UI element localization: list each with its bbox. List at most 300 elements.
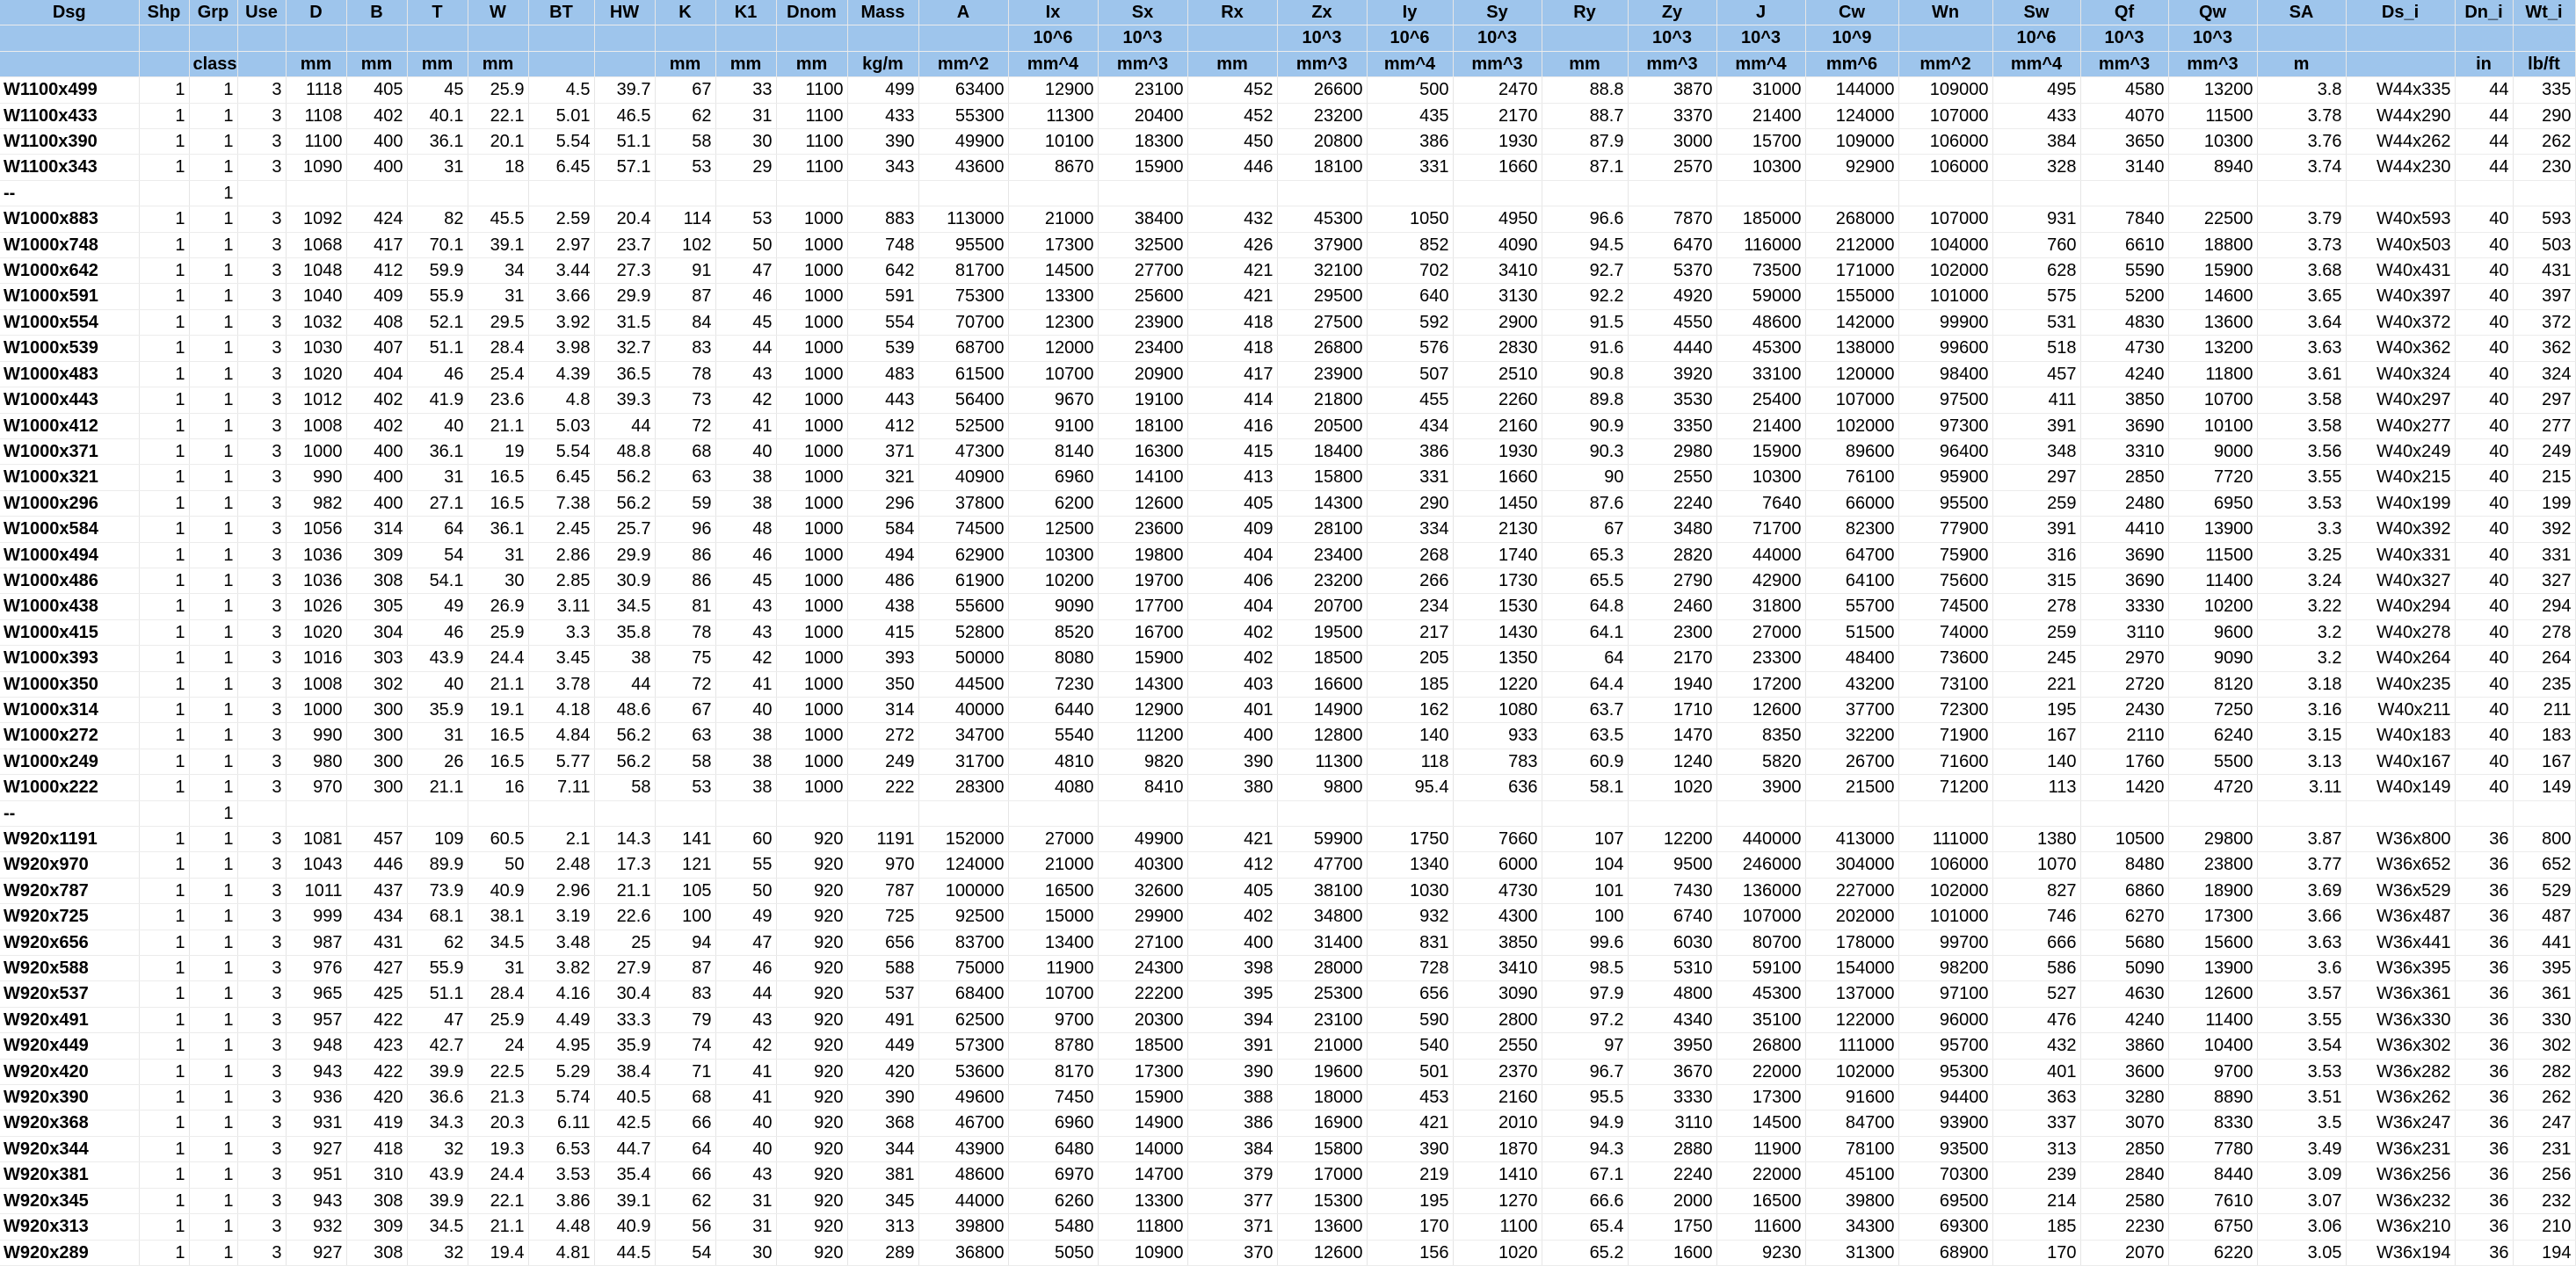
table-cell[interactable]: 314 [346, 517, 407, 542]
table-cell[interactable]: 2260 [1453, 387, 1542, 413]
table-cell[interactable]: 1 [189, 1033, 237, 1059]
table-cell[interactable]: 5.54 [528, 129, 594, 155]
table-cell[interactable]: 34.5 [468, 930, 528, 955]
table-cell[interactable]: 89.9 [407, 852, 468, 878]
table-cell[interactable]: 102000 [1898, 878, 1992, 903]
table-cell[interactable]: 1000 [776, 465, 847, 490]
designation-cell[interactable]: W920x420 [0, 1059, 139, 1084]
table-cell[interactable]: 936 [286, 1085, 346, 1110]
table-cell[interactable]: 73100 [1898, 671, 1992, 697]
table-cell[interactable]: 852 [1367, 232, 1453, 257]
table-cell[interactable]: 31400 [1277, 930, 1367, 955]
table-cell[interactable]: 28000 [1277, 956, 1367, 981]
table-cell[interactable]: 92.7 [1542, 258, 1628, 284]
table-cell[interactable]: 1000 [776, 309, 847, 335]
table-cell[interactable]: 74500 [918, 517, 1008, 542]
table-cell[interactable]: 72 [655, 413, 715, 438]
table-cell[interactable]: W40x297 [2346, 387, 2455, 413]
table-cell[interactable]: 70700 [918, 309, 1008, 335]
table-cell[interactable]: 22.5 [468, 1059, 528, 1084]
table-cell[interactable]: 1 [139, 723, 189, 749]
table-cell[interactable]: 64.8 [1542, 594, 1628, 619]
table-cell[interactable]: 36 [2455, 1059, 2513, 1084]
table-cell[interactable]: 29800 [2168, 827, 2257, 852]
table-cell[interactable]: 8440 [2168, 1162, 2257, 1188]
table-cell[interactable]: 455 [1367, 387, 1453, 413]
table-cell[interactable]: 920 [776, 1214, 847, 1240]
table-cell[interactable]: 990 [286, 465, 346, 490]
table-cell[interactable]: 3 [237, 723, 286, 749]
table-cell[interactable]: 1056 [286, 517, 346, 542]
table-cell[interactable]: 278 [1992, 594, 2080, 619]
table-cell[interactable]: 8170 [1008, 1059, 1098, 1084]
table-cell[interactable]: 18500 [1098, 1033, 1187, 1059]
designation-cell[interactable]: W1000x539 [0, 336, 139, 361]
table-cell[interactable]: 21500 [1805, 775, 1898, 800]
table-cell[interactable]: 494 [847, 542, 918, 568]
table-cell[interactable]: 4580 [2080, 77, 2168, 103]
table-cell[interactable]: 94 [655, 930, 715, 955]
table-cell[interactable]: 1 [139, 1110, 189, 1136]
table-cell[interactable]: 3 [237, 646, 286, 671]
table-cell[interactable]: 529 [2513, 878, 2575, 903]
table-cell[interactable]: 120000 [1805, 361, 1898, 387]
table-cell[interactable]: 400 [1187, 723, 1277, 749]
table-cell[interactable]: 231 [2513, 1136, 2575, 1161]
table-cell[interactable]: 16.5 [468, 490, 528, 516]
table-cell[interactable]: 1 [189, 852, 237, 878]
table-cell[interactable]: 335 [2513, 77, 2575, 103]
table-cell[interactable]: 40900 [918, 465, 1008, 490]
table-cell[interactable]: 1036 [286, 542, 346, 568]
table-cell[interactable]: 386 [1367, 129, 1453, 155]
table-cell[interactable] [1542, 180, 1628, 206]
table-cell[interactable]: 402 [346, 387, 407, 413]
table-cell[interactable]: 6740 [1628, 904, 1716, 930]
table-cell[interactable]: 66 [655, 1162, 715, 1188]
table-cell[interactable]: 920 [776, 930, 847, 955]
table-cell[interactable]: 440000 [1716, 827, 1805, 852]
table-cell[interactable]: 36 [2455, 827, 2513, 852]
table-cell[interactable]: 4.16 [528, 981, 594, 1007]
table-cell[interactable]: 2230 [2080, 1214, 2168, 1240]
table-cell[interactable]: 3600 [2080, 1059, 2168, 1084]
table-cell[interactable]: 421 [1187, 284, 1277, 309]
table-cell[interactable] [1453, 800, 1542, 826]
table-cell[interactable]: 1 [139, 258, 189, 284]
table-cell[interactable]: 106000 [1898, 155, 1992, 180]
table-cell[interactable]: 39.1 [594, 1188, 655, 1213]
table-cell[interactable]: 3.55 [2257, 465, 2346, 490]
table-cell[interactable]: 59.9 [407, 258, 468, 284]
table-cell[interactable]: 314 [847, 697, 918, 722]
table-cell[interactable]: 503 [2513, 232, 2575, 257]
table-cell[interactable]: 3 [237, 284, 286, 309]
table-cell[interactable]: 1 [139, 619, 189, 645]
table-cell[interactable]: 136000 [1716, 878, 1805, 903]
table-cell[interactable]: 4720 [2168, 775, 2257, 800]
table-cell[interactable]: 70.1 [407, 232, 468, 257]
table-cell[interactable]: 56.2 [594, 749, 655, 774]
table-cell[interactable]: 23600 [1098, 517, 1187, 542]
table-cell[interactable]: 40 [2455, 309, 2513, 335]
column-header[interactable]: K [655, 0, 715, 25]
table-cell[interactable]: 29500 [1277, 284, 1367, 309]
table-cell[interactable]: 433 [847, 103, 918, 128]
table-cell[interactable]: 3.66 [2257, 904, 2346, 930]
table-cell[interactable]: 2550 [1453, 1033, 1542, 1059]
table-cell[interactable]: 1 [189, 490, 237, 516]
table-cell[interactable]: 8520 [1008, 619, 1098, 645]
table-cell[interactable] [1187, 180, 1277, 206]
table-cell[interactable]: 1020 [1453, 1240, 1542, 1265]
table-cell[interactable]: 3.24 [2257, 568, 2346, 593]
table-cell[interactable] [594, 180, 655, 206]
table-cell[interactable]: 92.2 [1542, 284, 1628, 309]
table-cell[interactable]: 71 [655, 1059, 715, 1084]
table-cell[interactable]: 1 [139, 490, 189, 516]
table-cell[interactable]: 23400 [1277, 542, 1367, 568]
table-cell[interactable]: 162 [1367, 697, 1453, 722]
table-cell[interactable]: 14600 [2168, 284, 2257, 309]
table-cell[interactable]: 94.9 [1542, 1110, 1628, 1136]
table-cell[interactable]: 155000 [1805, 284, 1898, 309]
table-cell[interactable]: 305 [346, 594, 407, 619]
table-cell[interactable]: 1 [189, 284, 237, 309]
designation-cell[interactable]: W1000x486 [0, 568, 139, 593]
table-cell[interactable]: 3.49 [2257, 1136, 2346, 1161]
table-cell[interactable]: 69500 [1898, 1188, 1992, 1213]
table-cell[interactable]: 483 [847, 361, 918, 387]
designation-cell[interactable]: W1000x642 [0, 258, 139, 284]
table-cell[interactable]: 957 [286, 1007, 346, 1032]
table-cell[interactable]: 1 [139, 981, 189, 1007]
table-cell[interactable]: 29.9 [594, 284, 655, 309]
table-cell[interactable]: 221 [1992, 671, 2080, 697]
table-cell[interactable]: 19800 [1098, 542, 1187, 568]
table-cell[interactable]: 266 [1367, 568, 1453, 593]
table-cell[interactable]: 4.81 [528, 1240, 594, 1265]
table-cell[interactable]: 1 [189, 77, 237, 103]
table-cell[interactable]: 1 [189, 413, 237, 438]
table-cell[interactable]: 44 [594, 671, 655, 697]
table-cell[interactable]: 330 [2513, 1007, 2575, 1032]
table-cell[interactable]: 25.4 [468, 361, 528, 387]
table-cell[interactable]: 46700 [918, 1110, 1008, 1136]
table-cell[interactable]: 12600 [1098, 490, 1187, 516]
table-cell[interactable]: W40x183 [2346, 723, 2455, 749]
table-cell[interactable]: 324 [2513, 361, 2575, 387]
table-cell[interactable]: 3 [237, 671, 286, 697]
table-cell[interactable]: 397 [2513, 284, 2575, 309]
table-cell[interactable]: 17700 [1098, 594, 1187, 619]
column-header[interactable]: SA [2257, 0, 2346, 25]
table-cell[interactable]: 787 [847, 878, 918, 903]
table-cell[interactable]: 1 [189, 904, 237, 930]
table-cell[interactable]: 100 [655, 904, 715, 930]
table-cell[interactable]: 4240 [2080, 1007, 2168, 1032]
table-cell[interactable]: 38.4 [594, 1059, 655, 1084]
table-cell[interactable]: 368 [847, 1110, 918, 1136]
table-cell[interactable]: 920 [776, 1240, 847, 1265]
table-cell[interactable]: 3.58 [2257, 387, 2346, 413]
table-cell[interactable]: 73600 [1898, 646, 1992, 671]
table-cell[interactable]: 9800 [1277, 775, 1367, 800]
table-cell[interactable]: W40x264 [2346, 646, 2455, 671]
table-cell[interactable]: 40 [2455, 232, 2513, 257]
table-cell[interactable]: 300 [346, 697, 407, 722]
table-cell[interactable]: 3.13 [2257, 749, 2346, 774]
table-cell[interactable]: 1000 [776, 336, 847, 361]
table-cell[interactable]: 3.8 [2257, 77, 2346, 103]
table-cell[interactable]: 1 [189, 568, 237, 593]
column-header[interactable]: mm^4 [1367, 51, 1453, 76]
table-cell[interactable]: 2800 [1453, 1007, 1542, 1032]
table-cell[interactable]: 107000 [1898, 206, 1992, 232]
column-header[interactable]: mm^4 [1716, 51, 1805, 76]
column-header[interactable]: 10^6 [1992, 25, 2080, 51]
column-header[interactable] [2513, 25, 2575, 51]
table-cell[interactable]: W40x149 [2346, 775, 2455, 800]
table-cell[interactable]: 56.2 [594, 465, 655, 490]
table-cell[interactable]: 23200 [1277, 568, 1367, 593]
table-cell[interactable]: 2240 [1628, 490, 1716, 516]
table-cell[interactable]: 170 [1992, 1240, 2080, 1265]
table-cell[interactable]: 51.1 [407, 336, 468, 361]
table-cell[interactable]: 44 [2455, 103, 2513, 128]
table-cell[interactable]: 69300 [1898, 1214, 1992, 1240]
table-cell[interactable]: 34300 [1805, 1214, 1898, 1240]
table-cell[interactable]: 64700 [1805, 542, 1898, 568]
table-cell[interactable]: 50000 [918, 646, 1008, 671]
table-cell[interactable]: 5500 [2168, 749, 2257, 774]
table-cell[interactable]: 52500 [918, 413, 1008, 438]
table-cell[interactable]: 40.9 [468, 878, 528, 903]
table-cell[interactable]: 1000 [286, 697, 346, 722]
table-cell[interactable]: 13900 [2168, 517, 2257, 542]
table-cell[interactable]: 44 [2455, 155, 2513, 180]
table-cell[interactable]: 3.2 [2257, 619, 2346, 645]
table-cell[interactable]: 18300 [1098, 129, 1187, 155]
table-cell[interactable]: 28100 [1277, 517, 1367, 542]
table-cell[interactable]: 1 [139, 697, 189, 722]
table-cell[interactable]: 406 [1187, 568, 1277, 593]
table-cell[interactable]: 1 [139, 568, 189, 593]
table-cell[interactable]: 4.48 [528, 1214, 594, 1240]
column-header[interactable]: Use [237, 0, 286, 25]
column-header[interactable] [1542, 25, 1628, 51]
table-cell[interactable]: 56.2 [594, 490, 655, 516]
table-cell[interactable]: 920 [776, 1059, 847, 1084]
table-cell[interactable] [139, 800, 189, 826]
table-cell[interactable]: 45 [715, 568, 776, 593]
table-cell[interactable]: 140 [1992, 749, 2080, 774]
table-cell[interactable]: 12800 [1277, 723, 1367, 749]
table-cell[interactable]: 4070 [2080, 103, 2168, 128]
designation-cell[interactable]: W920x970 [0, 852, 139, 878]
table-cell[interactable]: 1 [189, 1240, 237, 1265]
table-cell[interactable]: 53600 [918, 1059, 1008, 1084]
table-cell[interactable]: 416 [1187, 413, 1277, 438]
table-cell[interactable]: 93500 [1898, 1136, 1992, 1161]
table-cell[interactable]: 16.5 [468, 749, 528, 774]
table-cell[interactable] [2168, 180, 2257, 206]
table-cell[interactable]: 537 [847, 981, 918, 1007]
table-cell[interactable]: 29900 [1098, 904, 1187, 930]
table-cell[interactable]: 2240 [1628, 1162, 1716, 1188]
table-cell[interactable]: 586 [1992, 956, 2080, 981]
table-cell[interactable]: 138000 [1805, 336, 1898, 361]
table-cell[interactable]: 9090 [2168, 646, 2257, 671]
table-cell[interactable] [1542, 800, 1628, 826]
table-cell[interactable]: 10400 [2168, 1033, 2257, 1059]
table-cell[interactable]: 3 [237, 1085, 286, 1110]
table-cell[interactable]: 3.76 [2257, 129, 2346, 155]
table-cell[interactable]: 56.2 [594, 723, 655, 749]
table-cell[interactable]: 74000 [1898, 619, 1992, 645]
table-cell[interactable]: 1940 [1628, 671, 1716, 697]
table-cell[interactable] [776, 180, 847, 206]
table-cell[interactable]: 656 [1367, 981, 1453, 1007]
table-cell[interactable]: 446 [1187, 155, 1277, 180]
table-cell[interactable]: 278 [2513, 619, 2575, 645]
column-header[interactable] [847, 25, 918, 51]
table-cell[interactable]: 1000 [776, 284, 847, 309]
table-cell[interactable]: 453 [1367, 1085, 1453, 1110]
table-cell[interactable]: 90.9 [1542, 413, 1628, 438]
column-header[interactable] [139, 51, 189, 76]
table-cell[interactable]: 156 [1367, 1240, 1453, 1265]
table-cell[interactable]: 290 [2513, 103, 2575, 128]
table-cell[interactable] [1008, 800, 1098, 826]
table-cell[interactable]: 413000 [1805, 827, 1898, 852]
table-cell[interactable]: 783 [1453, 749, 1542, 774]
table-cell[interactable]: 2010 [1453, 1110, 1542, 1136]
table-cell[interactable]: 44000 [1716, 542, 1805, 568]
column-header[interactable] [237, 51, 286, 76]
table-cell[interactable]: 3.55 [2257, 1007, 2346, 1032]
table-cell[interactable]: 3 [237, 1214, 286, 1240]
table-cell[interactable]: 7430 [1628, 878, 1716, 903]
table-cell[interactable]: 1 [139, 232, 189, 257]
table-cell[interactable]: 30.4 [594, 981, 655, 1007]
table-cell[interactable]: 247 [2513, 1110, 2575, 1136]
table-cell[interactable]: 296 [847, 490, 918, 516]
table-cell[interactable]: 230 [2513, 155, 2575, 180]
table-cell[interactable]: 9820 [1098, 749, 1187, 774]
table-cell[interactable]: 1 [139, 1033, 189, 1059]
table-cell[interactable]: W40x249 [2346, 438, 2455, 464]
column-header[interactable]: Qf [2080, 0, 2168, 25]
table-cell[interactable]: 43 [715, 1162, 776, 1188]
table-cell[interactable]: 71600 [1898, 749, 1992, 774]
table-cell[interactable]: 1 [189, 671, 237, 697]
table-cell[interactable]: 20400 [1098, 103, 1187, 128]
table-cell[interactable]: 1011 [286, 878, 346, 903]
table-cell[interactable]: 3 [237, 438, 286, 464]
table-cell[interactable]: 63.5 [1542, 723, 1628, 749]
column-header[interactable]: 10^3 [1453, 25, 1542, 51]
table-cell[interactable]: 6260 [1008, 1188, 1098, 1213]
table-cell[interactable]: 37800 [918, 490, 1008, 516]
table-cell[interactable]: 3.65 [2257, 284, 2346, 309]
table-cell[interactable]: 1 [139, 646, 189, 671]
table-cell[interactable]: 27700 [1098, 258, 1187, 284]
table-cell[interactable]: 63 [655, 465, 715, 490]
table-cell[interactable]: 43200 [1805, 671, 1898, 697]
table-cell[interactable]: 60.9 [1542, 749, 1628, 774]
table-cell[interactable]: 316 [1992, 542, 2080, 568]
table-cell[interactable]: 2900 [1453, 309, 1542, 335]
table-cell[interactable]: 51500 [1805, 619, 1898, 645]
table-cell[interactable]: 17300 [2168, 904, 2257, 930]
table-cell[interactable]: 13900 [2168, 956, 2257, 981]
table-cell[interactable]: 3 [237, 956, 286, 981]
table-cell[interactable]: 140 [1367, 723, 1453, 749]
table-cell[interactable]: 26700 [1805, 749, 1898, 774]
table-cell[interactable]: 1 [139, 103, 189, 128]
table-cell[interactable]: 391 [1187, 1033, 1277, 1059]
table-cell[interactable]: 70300 [1898, 1162, 1992, 1188]
table-cell[interactable]: 6.45 [528, 465, 594, 490]
table-cell[interactable]: 418 [346, 1136, 407, 1161]
table-cell[interactable]: 3530 [1628, 387, 1716, 413]
table-cell[interactable] [1277, 180, 1367, 206]
table-cell[interactable] [346, 180, 407, 206]
table-cell[interactable]: 3 [237, 387, 286, 413]
table-cell[interactable]: 16700 [1098, 619, 1187, 645]
column-header[interactable]: mm [655, 51, 715, 76]
table-cell[interactable]: W36x282 [2346, 1059, 2455, 1084]
table-cell[interactable]: 1000 [776, 723, 847, 749]
table-cell[interactable]: 212000 [1805, 232, 1898, 257]
table-cell[interactable]: 73500 [1716, 258, 1805, 284]
table-cell[interactable] [237, 180, 286, 206]
table-cell[interactable]: 1430 [1453, 619, 1542, 645]
table-cell[interactable]: 210 [2513, 1214, 2575, 1240]
table-cell[interactable]: 36 [2455, 1188, 2513, 1213]
column-header[interactable]: mm [715, 51, 776, 76]
table-cell[interactable]: 3 [237, 232, 286, 257]
table-cell[interactable]: 20.1 [468, 129, 528, 155]
table-cell[interactable] [2513, 800, 2575, 826]
table-cell[interactable]: 1000 [776, 749, 847, 774]
table-cell[interactable]: 137000 [1805, 981, 1898, 1007]
column-header[interactable] [468, 25, 528, 51]
table-cell[interactable]: 78 [655, 361, 715, 387]
table-cell[interactable]: 63 [655, 723, 715, 749]
table-cell[interactable] [2257, 800, 2346, 826]
table-cell[interactable]: 12500 [1008, 517, 1098, 542]
table-cell[interactable]: W40x294 [2346, 594, 2455, 619]
table-cell[interactable]: 38.1 [468, 904, 528, 930]
table-cell[interactable]: 4.49 [528, 1007, 594, 1032]
table-cell[interactable]: 1730 [1453, 568, 1542, 593]
table-cell[interactable]: 3.18 [2257, 671, 2346, 697]
table-cell[interactable]: 5480 [1008, 1214, 1098, 1240]
table-cell[interactable]: 15800 [1277, 1136, 1367, 1161]
table-cell[interactable]: 386 [1367, 438, 1453, 464]
table-cell[interactable]: 48.6 [594, 697, 655, 722]
table-cell[interactable]: W40x278 [2346, 619, 2455, 645]
table-cell[interactable]: 3.07 [2257, 1188, 2346, 1213]
table-cell[interactable]: 9100 [1008, 413, 1098, 438]
table-cell[interactable]: 1030 [286, 336, 346, 361]
table-cell[interactable]: W40x331 [2346, 542, 2455, 568]
table-cell[interactable]: 75300 [918, 284, 1008, 309]
table-cell[interactable]: 98200 [1898, 956, 1992, 981]
table-cell[interactable]: 438 [847, 594, 918, 619]
